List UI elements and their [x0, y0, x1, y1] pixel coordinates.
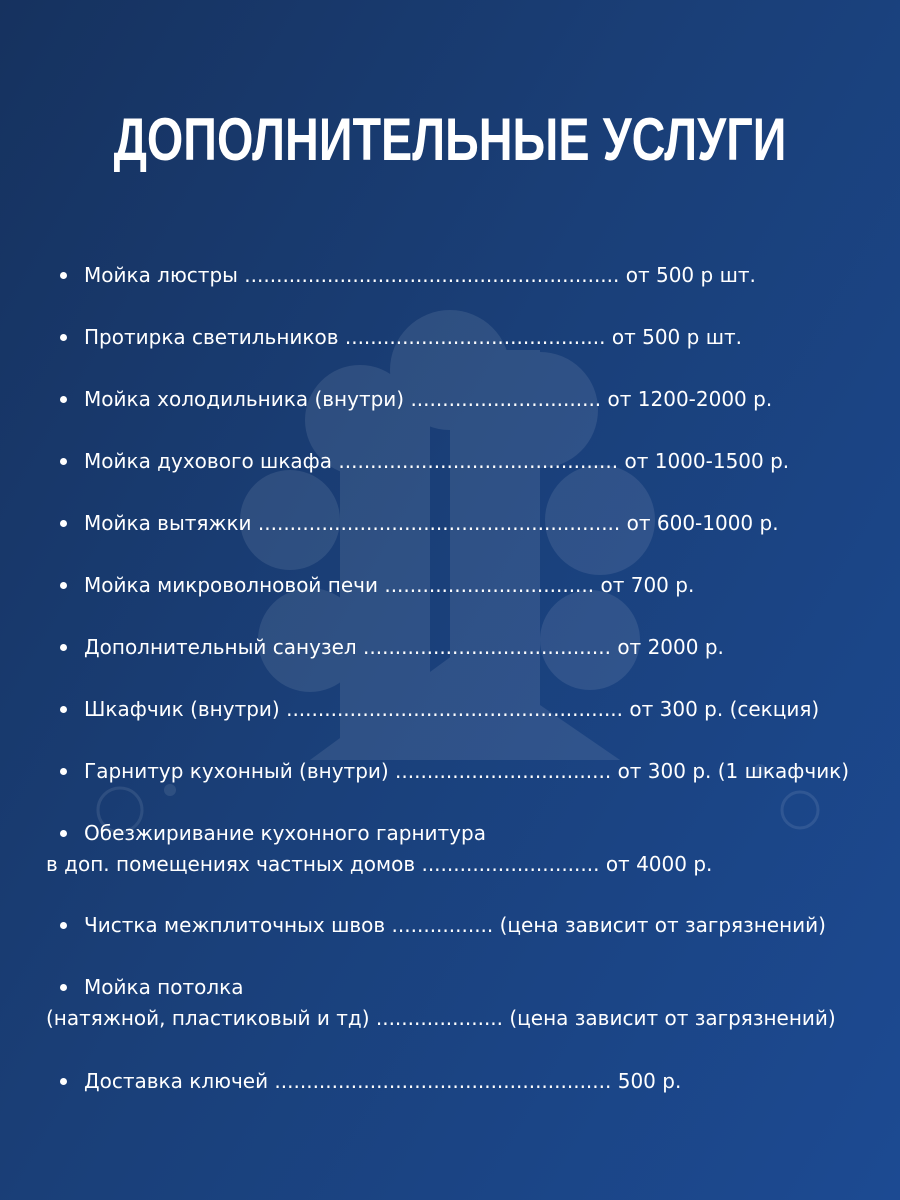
bullet-icon: [60, 520, 67, 527]
service-line: Чистка межплиточных швов ................ (цена зависит от загрязнений): [84, 913, 826, 937]
service-line: Мойка микроволновой печи ................................. от 700 р.: [84, 573, 695, 597]
service-line: Гарнитур кухонный (внутри) .................................. от 300 р. (1 шкафчик): [84, 759, 850, 783]
bullet-icon: [60, 922, 67, 929]
service-line: Мойка люстры ........................................................... от 500 р шт.: [84, 263, 756, 287]
bullet-icon: [60, 396, 67, 403]
bullet-icon: [60, 334, 67, 341]
bullet-icon: [60, 768, 67, 775]
service-line: Мойка вытяжки ......................................................... от 600-1000 р.: [84, 511, 779, 535]
service-line: Мойка духового шкафа ............................................ от 1000-1500 р.: [84, 449, 790, 473]
bullet-icon: [60, 706, 67, 713]
bullet-icon: [60, 272, 67, 279]
page-title: ДОПОЛНИТЕЛЬНЫЕ УСЛУГИ: [113, 106, 787, 173]
service-line-continued: (натяжной, пластиковый и тд) .................... (цена зависит от загрязнений): [46, 1006, 836, 1030]
service-line: Обезжиривание кухонного гарнитура: [84, 821, 486, 845]
service-line: Дополнительный санузел ....................................... от 2000 р.: [84, 635, 724, 659]
bullet-icon: [60, 830, 67, 837]
service-line: Мойка холодильника (внутри) .............................. от 1200-2000 р.: [84, 387, 773, 411]
bullet-icon: [60, 458, 67, 465]
service-line: Протирка светильников ......................................... от 500 р шт.: [84, 325, 742, 349]
service-line: Шкафчик (внутри) ..................................................... от 300 р. (секция): [84, 697, 820, 721]
bullet-icon: [60, 984, 67, 991]
bullet-icon: [60, 582, 67, 589]
bullet-icon: [60, 644, 67, 651]
service-line: Мойка потолка: [84, 975, 244, 999]
bullet-icon: [60, 1078, 67, 1085]
service-line: Доставка ключей ..................................................... 500 р.: [84, 1069, 682, 1093]
service-line-continued: в доп. помещениях частных домов ............................ от 4000 р.: [46, 852, 713, 876]
